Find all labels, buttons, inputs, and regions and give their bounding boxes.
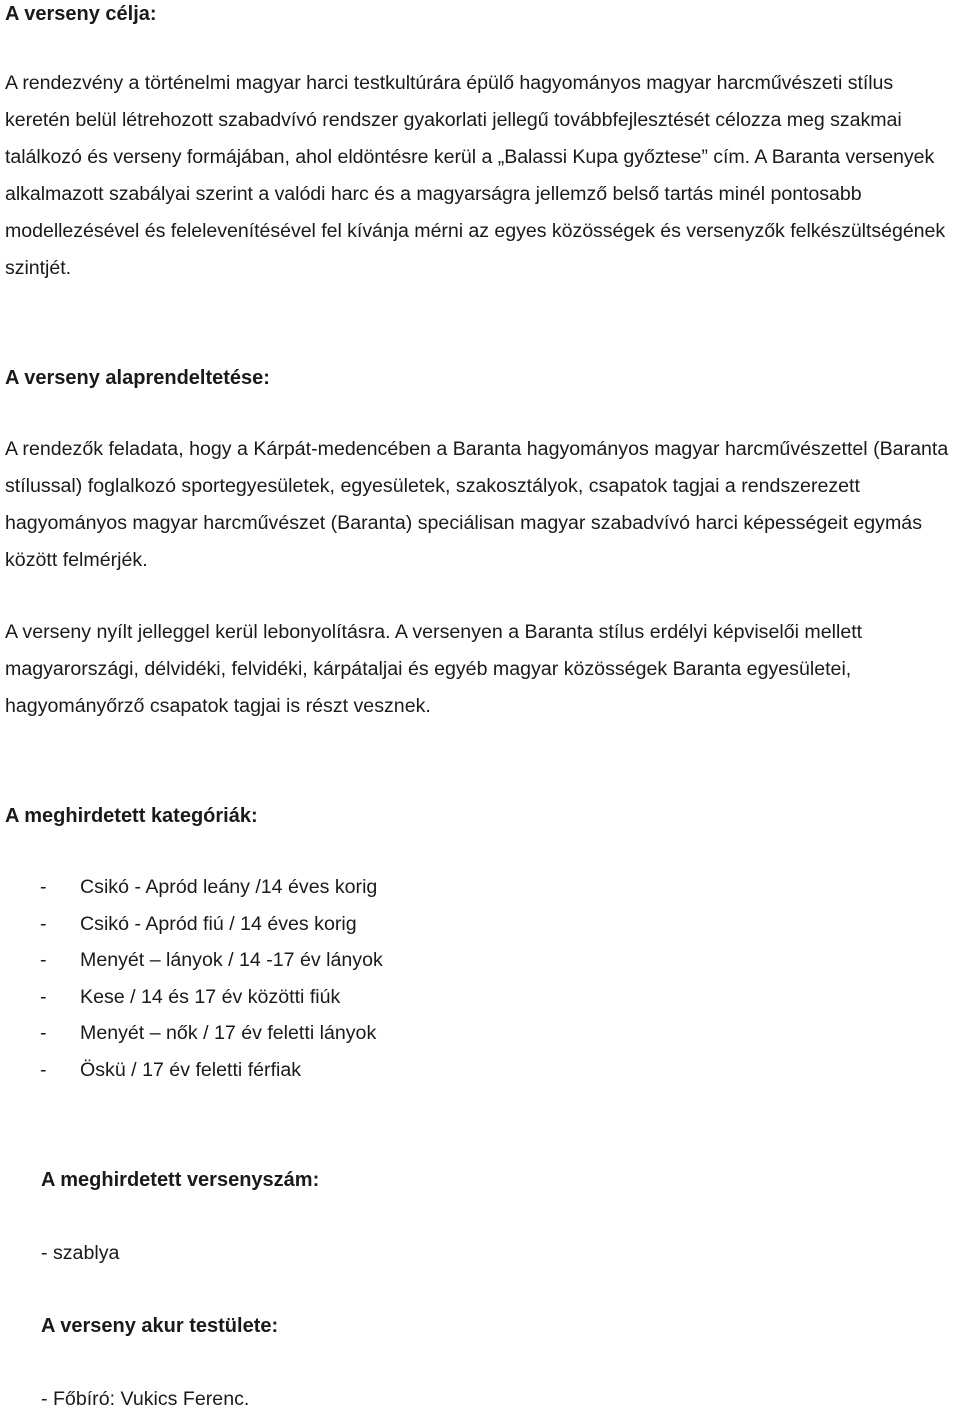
goal-paragraph: A rendezvény a történelmi magyar harci testkultúrára épülő hagyományos magyar harcművészeti stílus keretén belül létrehozott szabadvívó rendszer gyakorlati jellegű továbbfejlesztését célozza meg szakmai találkozó és verseny formájában, ahol eldöntésre kerül a „Balassi Kupa győztese” cím. A Baranta versenyek alkalmazott szabályai szerint a valódi harc és a magyarságra jellemző belső tartás minél pontosabb modellezésével és felelevenítésével fel kívánja mérni az egyes közösségek és versenyzők felkészültségének szintjét.: [5, 72, 946, 279]
category-label: Csikó - Apród fiú / 14 éves korig: [80, 912, 357, 935]
list-dash: -: [40, 985, 47, 1008]
categories-list: [40, 869, 383, 1089]
jury-item: - Főbíró: Vukics Ferenc.: [41, 1388, 250, 1410]
category-label: Menyét – lányok / 14 -17 év lányok: [80, 949, 383, 972]
list-item: [40, 906, 383, 943]
event-item: - szablya: [41, 1242, 120, 1264]
categories-heading: A meghirdetett kategóriák:: [5, 805, 258, 827]
jury-heading: A verseny akur testülete:: [41, 1315, 279, 1337]
list-dash: -: [40, 949, 47, 972]
purpose-paragraph-1: A rendezők feladata, hogy a Kárpát-medencében a Baranta hagyományos magyar harcművészettel (Baranta stílussal) foglalkozó sportegyesületek, egyesületek, szakosztályok, csapatok tagjai a rendszerezett hagyományos magyar harcművészet (Baranta) speciálisan magyar szabadvívó harci képességeit egymás között felmérjék.: [5, 438, 949, 571]
list-dash: -: [40, 1058, 47, 1081]
list-item: [40, 979, 383, 1016]
list-item: [40, 1015, 383, 1052]
list-item: [40, 942, 383, 979]
category-label: Öskü / 17 év feletti férfiak: [80, 1058, 302, 1081]
list-dash: -: [40, 1022, 47, 1045]
category-label: Kese / 14 és 17 év közötti fiúk: [80, 985, 341, 1008]
category-label: Csikó - Apród leány /14 éves korig: [80, 876, 378, 898]
purpose-heading: A verseny alaprendeltetése:: [5, 367, 270, 389]
list-item: [40, 869, 383, 906]
list-item: [40, 1052, 383, 1089]
purpose-paragraph-2: A verseny nyílt jelleggel kerül lebonyolításra. A versenyen a Baranta stílus erdélyi képviselői mellett magyarországi, délvidéki, felvidéki, kárpátaljai és egyéb magyar közösségek Baranta egyesületei, hagyományőrző csapatok tagjai is részt vesznek.: [5, 621, 863, 717]
category-label: Menyét – nők / 17 év feletti lányok: [80, 1022, 377, 1045]
list-dash: -: [40, 876, 47, 898]
goal-heading: A verseny célja:: [5, 3, 157, 25]
list-dash: -: [40, 912, 47, 935]
event-heading: A meghirdetett versenyszám:: [41, 1169, 320, 1191]
